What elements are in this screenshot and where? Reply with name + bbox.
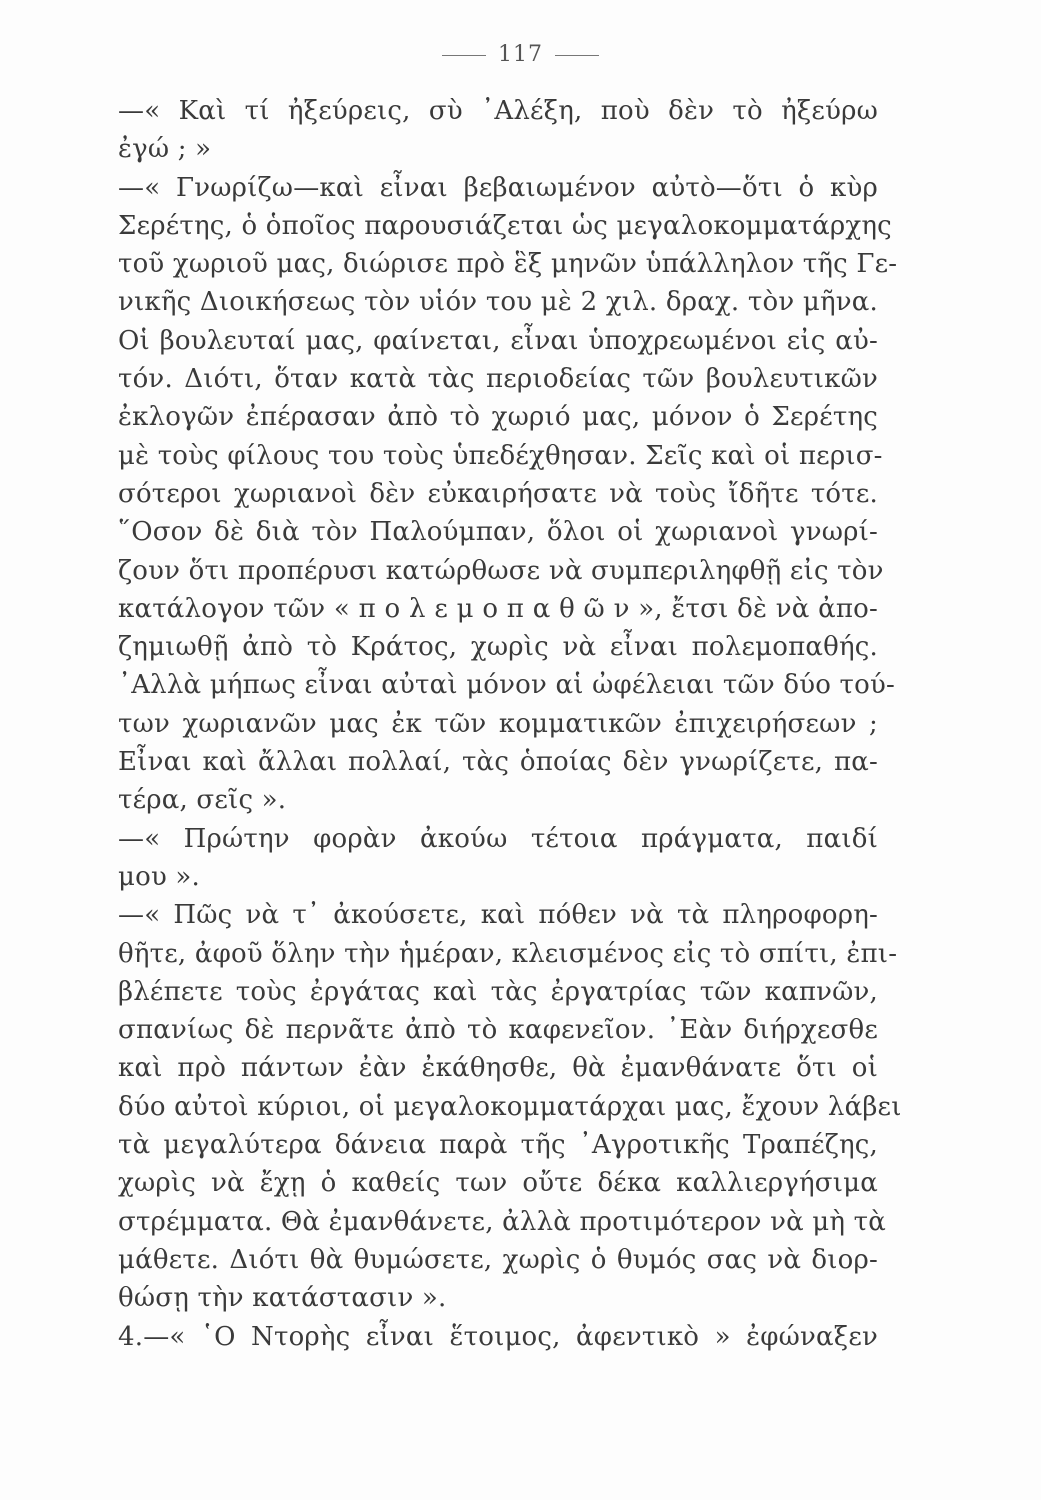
text-line: Σερέτης, ὁ ὁποῖος παρουσιάζεται ὡς μεγαλοκομματάρχης [118,210,892,241]
text-line: —« Πῶς νὰ τ᾿ ἀκούσετε, καὶ πόθεν νὰ τὰ πληροφορη- [118,900,878,931]
text-line: βλέπετε τοὺς ἐργάτας καὶ τὰς ἐργατρίας τῶν καπνῶν, [118,976,878,1007]
text-line: στρέμματα. Θὰ ἐμανθάνετε, ἀλλὰ προτιμότερον νὰ μὴ τὰ [118,1206,886,1237]
text-line: νικῆς Διοικήσεως τὸν υἱόν του μὲ 2 χιλ. δραχ. τὸν μῆνα. [118,287,878,318]
text-line: δύο αὐτοὶ κύριοι, οἱ μεγαλοκομματάρχαι μας, ἔχουν λάβει [118,1091,902,1122]
text-line: ζουν ὅτι προπέρυσι κατώρθωσε νὰ συμπεριληφθῇ εἰς τὸν [118,555,884,586]
text-line: —« Γνωρίζω—καὶ εἶναι βεβαιωμένον αὐτὸ—ὅτι ὁ κὺρ [118,172,878,203]
text-line: σότεροι χωριανοὶ δὲν εὐκαιρήσατε νὰ τοὺς ἴδῆτε τότε. [118,478,878,509]
page-number-left-dash [442,55,486,56]
text-line: καὶ πρὸ πάντων ἐὰν ἐκάθησθε, θὰ ἐμανθάνατε ὅτι οἱ [118,1053,878,1084]
text-line: τέρα, σεῖς ». [118,785,287,816]
text-line: ῞Οσον δὲ διὰ τὸν Παλούμπαν, ὅλοι οἱ χωριανοὶ γνωρί- [118,517,878,548]
text-line: ζημιωθῇ ἀπὸ τὸ Κράτος, χωρὶς νὰ εἶναι πολεμοπαθής. [118,632,878,663]
text-line: Εἶναι καὶ ἄλλαι πολλαί, τὰς ὁποίας δὲν γνωρίζετε, πα- [118,747,878,778]
text-line: τὰ μεγαλύτερα δάνεια παρὰ τῆς ᾿Αγροτικῆς Τραπέζης, [118,1130,878,1161]
text-line: μὲ τοὺς φίλους του τοὺς ὑπεδέχθησαν. Σεῖς καὶ οἱ περισ- [118,440,883,471]
text-line: —« Πρώτην φορὰν ἀκούω τέτοια πράγματα, παιδί [118,823,878,854]
text-line: θῆτε, ἀφοῦ ὅλην τὴν ἡμέραν, κλεισμένος εἰς τὸ σπίτι, ἐπι- [118,938,898,969]
text-line: ᾿Αλλὰ μήπως εἶναι αὐταὶ μόνον αἱ ὠφέλειαι τῶν δύο τού- [118,670,895,701]
text-line: των χωριανῶν μας ἐκ τῶν κομματικῶν ἐπιχειρήσεων ; [118,708,878,739]
text-line: —« Καὶ τί ἠξεύρεις, σὺ ᾿Αλέξη, ποὺ δὲν τὸ ἠξεύρω [118,96,878,126]
text-line: ἐγώ ; » [118,134,212,165]
text-line: τοῦ χωριοῦ μας, διώρισε πρὸ ἓξ μηνῶν ὑπάλληλον τῆς Γε- [118,249,898,280]
body-text [118,92,902,1356]
page-number [0,42,1041,67]
text-line: τόν. Διότι, ὅταν κατὰ τὰς περιοδείας τῶν βουλευτικῶν [118,364,878,395]
text-line: μάθετε. Διότι θὰ θυμώσετε, χωρὶς ὁ θυμός σας νὰ διορ- [118,1244,878,1275]
page-number-right-dash [555,55,599,56]
text-line: σπανίως δὲ περνᾶτε ἀπὸ τὸ καφενεῖον. ᾿Εὰν διήρχεσθε [118,1015,878,1046]
text-line: Οἱ βουλευταί μας, φαίνεται, εἶναι ὑποχρεωμένοι εἰς αὐ- [118,325,878,356]
text-line: μου ». [118,861,200,892]
page-number-value: 117 [498,42,543,67]
text-line: χωρὶς νὰ ἔχῃ ὁ καθείς των οὔτε δέκα καλλιεργήσιμα [118,1168,878,1199]
text-line: 4.—« ῾Ο Ντορὴς εἶναι ἕτοιμος, ἀφεντικὸ » ἐφώναξεν [118,1321,878,1352]
text-line: κατάλογον τῶν « π ο λ ε μ ο π α θ ῶ ν », ἔτσι δὲ νὰ ἀπο- [118,593,878,624]
text-line: θώσῃ τὴν κατάστασιν ». [118,1283,447,1314]
text-line: ἐκλογῶν ἐπέρασαν ἀπὸ τὸ χωριό μας, μόνον ὁ Σερέτης [118,402,878,433]
